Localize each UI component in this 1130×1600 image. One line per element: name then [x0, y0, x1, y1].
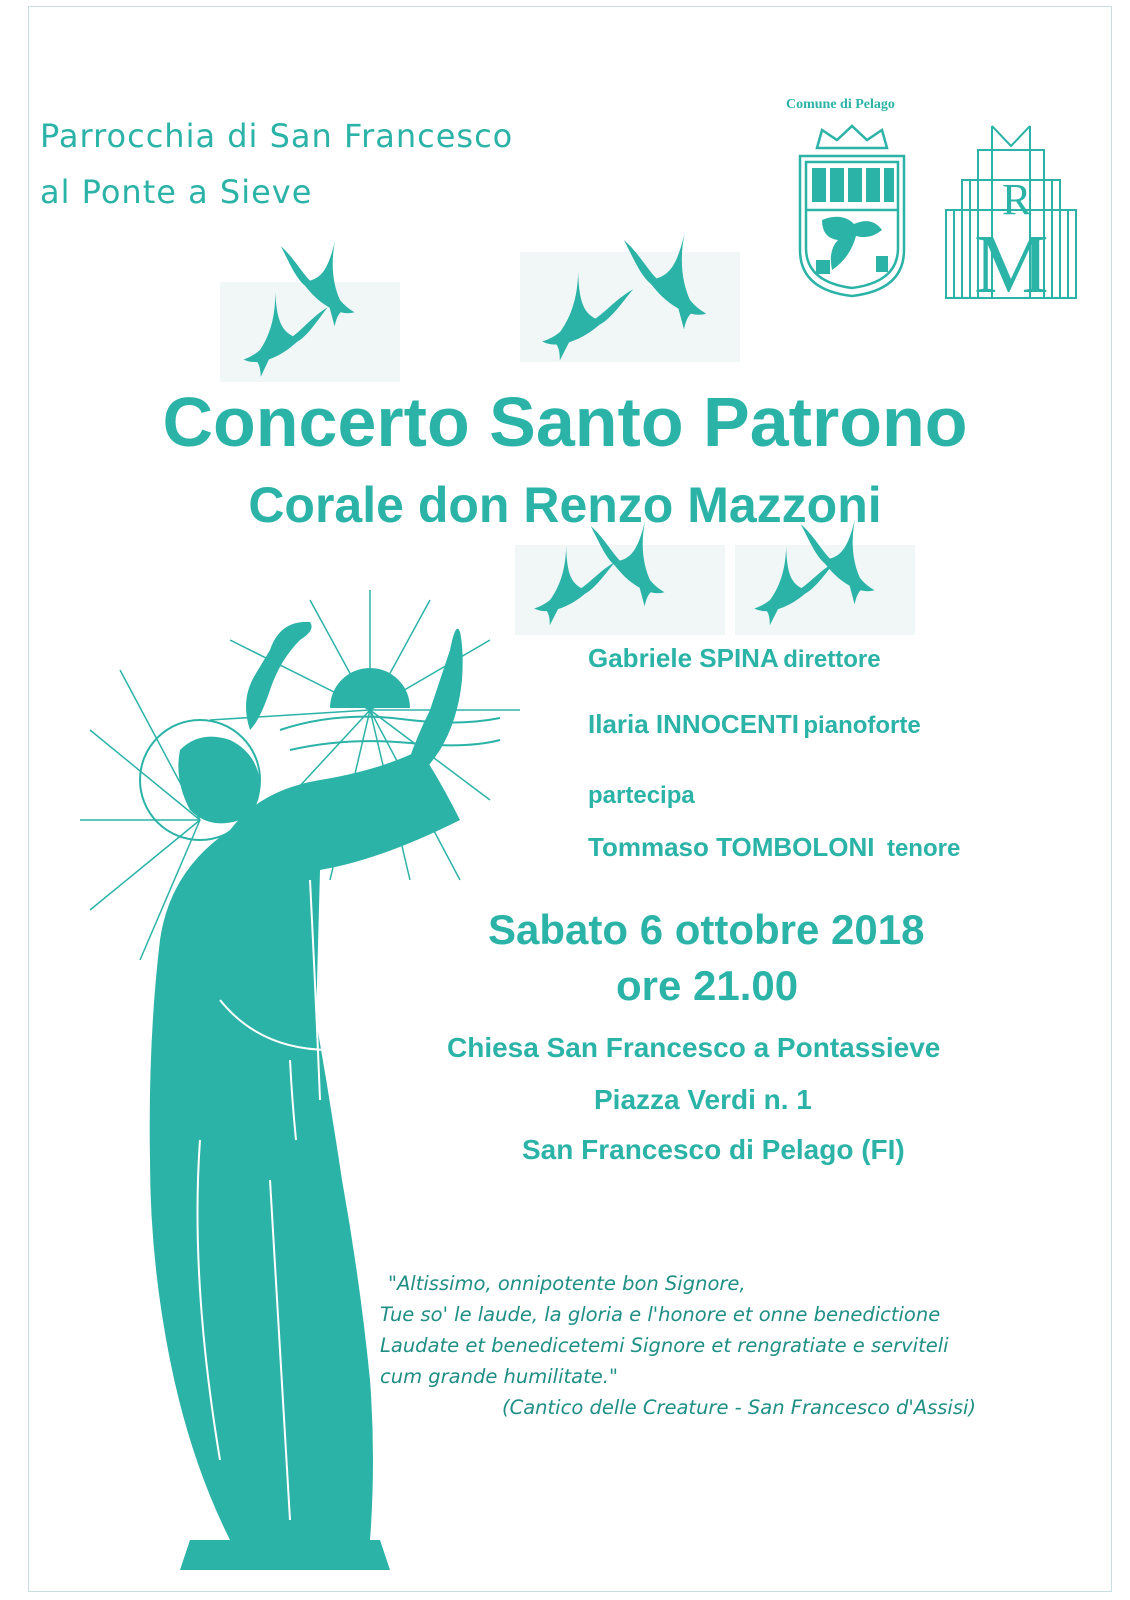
rising-sun-icon	[330, 668, 410, 708]
swallow-group-top	[220, 209, 740, 382]
performer-role: pianoforte	[803, 712, 921, 739]
comune-label: Comune di Pelago	[786, 97, 895, 112]
saint-francis-illustration	[80, 580, 540, 1590]
performer-name: Ilaria INNOCENTI	[588, 709, 799, 739]
performer-name: Gabriele SPINA	[588, 643, 779, 673]
performer-role: tenore	[886, 835, 961, 862]
quote-source: (Cantico delle Creature - San Francesco d'Assisi)	[502, 1396, 977, 1419]
performer-spina	[588, 643, 881, 674]
canticle-quote	[380, 1268, 976, 1423]
quote-line-4: cum grande humilitate."	[380, 1365, 618, 1388]
venue-church: Chiesa San Francesco a Pontassieve	[447, 1032, 941, 1063]
quote-line-2: Tue so' le laude, la gloria e l'honore et onne benedictione	[380, 1303, 941, 1326]
parish-line-1: Parrocchia di San Francesco	[40, 117, 514, 155]
performer-innocenti	[588, 709, 921, 740]
performer-role: direttore	[783, 646, 881, 673]
guest-intro-label: partecipa	[588, 782, 695, 809]
quote-line-3: Laudate et benedicetemi Signore et rengratiate e serviteli	[380, 1334, 949, 1357]
guest-intro	[588, 782, 695, 810]
quote-line-1: "Altissimo, onnipotente bon Signore,	[388, 1272, 746, 1295]
event-title: Concerto Santo Patrono	[162, 383, 968, 461]
venue-address: Piazza Verdi n. 1	[594, 1084, 812, 1115]
performer-name: Tommaso TOMBOLONI	[588, 832, 875, 862]
parish-line-2: al Ponte a Sieve	[40, 173, 313, 211]
venue-town: San Francesco di Pelago (FI)	[522, 1134, 905, 1165]
event-subtitle: Corale don Renzo Mazzoni	[248, 477, 882, 533]
event-time: ore 21.00	[616, 962, 799, 1009]
performer-tomboloni	[588, 832, 960, 863]
event-date: Sabato 6 ottobre 2018	[488, 906, 925, 953]
monogram-letter-m: M	[974, 218, 1049, 300]
saint-figure	[150, 622, 463, 1570]
swallows-decoration	[0, 0, 1130, 640]
monogram-letter-r: R	[1002, 175, 1032, 224]
